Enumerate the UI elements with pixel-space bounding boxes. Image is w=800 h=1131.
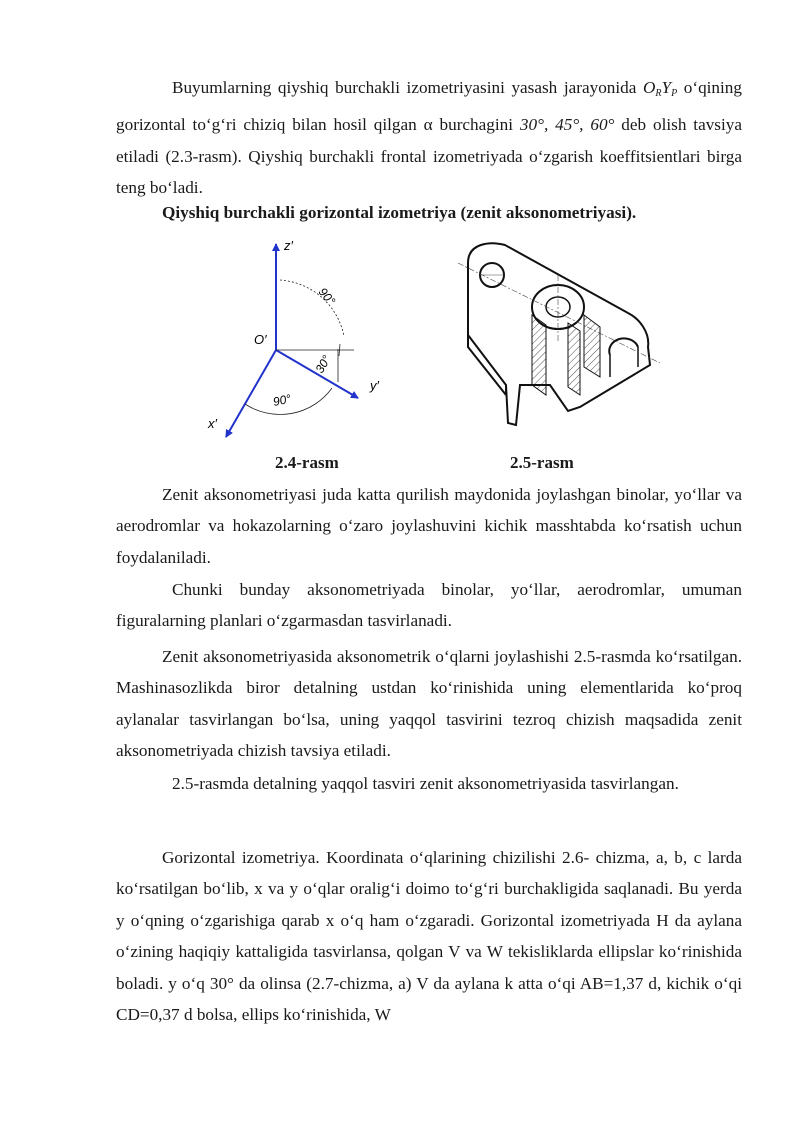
section-hatch-1 [584, 315, 600, 377]
paragraph-plans-unchanged: Chunki bunday aksonometriyada binolar, yo‘llar, aerodromlar, umuman figuralarning planlari o‘zgarmasdan tasvirlanadi. [116, 580, 742, 631]
y-label: y′ [370, 378, 379, 393]
angle-top-label: 90° [315, 284, 339, 308]
paragraph-horizontal-isometry: Gorizontal izometriya. Koordinata o‘qlarining chizilishi 2.6- chizma, a, b, c larda ko‘rsatilgan bo‘lib, x va y o‘qlar oralig‘i doimo to‘g‘ri burchakligida saqlanadi. Bu yerda y o‘qning o‘zgarishiga qarab x o‘q ham o‘zgaradi. Gorizontal izometriyada H da aylana o‘zining haqiqiy kattaligida tasvirlansa, qolgan V va W tekisliklarda ellipslar ko‘rinishida boladi. y o‘q 30° da olinsa (2.7-chizma, a) V da aylana k atta o‘qi AB=1,37 d, kichik o‘qi CD=0,37 d bolsa, ellips ko‘rinishida, W [116, 848, 742, 1025]
right-cutout-edges [610, 347, 638, 377]
paragraph-zenit-purpose: Zenit aksonometriyasi juda katta qurilish maydonida joylashgan binolar, yo‘llar va aerodromlar va hokazolarning o‘zaro joylashuvini kichik masshtabda ko‘rsatish uchun foydalaniladi. [116, 485, 742, 567]
caption-2-5: 2.5-rasm [510, 453, 574, 472]
caption-2-4: 2.4-rasm [275, 453, 339, 472]
section-hatch-2 [532, 315, 546, 395]
z-label: z′ [284, 238, 293, 253]
arc-90-top [280, 280, 344, 336]
tick-30 [339, 344, 340, 356]
angle-right-label: 30° [312, 352, 334, 376]
o-label: O′ [254, 332, 267, 347]
paragraph-detail-caption: 2.5-rasmda detalning yaqqol tasviri zenit aksonometriyasida tasvirlangan. [172, 774, 679, 793]
paragraph-intro: Buyumlarning qiyshiq burchakli izometriyasini yasash jarayonida $O_RY_P$ o‘qining gorizontal to‘g‘ri chiziq bilan hosil qilgan α burchagini 30°, 45°, 60° deb olish tavsiya etiladi (2.3-rasm). Qiyshiq burchakli frontal izometriyada o‘zgarish koeffitsientlari birga teng bo‘ladi. [116, 78, 742, 198]
section-hatch-3 [568, 323, 580, 395]
figure-2-4-axes-diagram [190, 232, 410, 447]
section-heading: Qiyshiq burchakli gorizontal izometriya (zenit aksonometriyasi). [162, 203, 637, 222]
alpha-symbol: α [423, 115, 433, 135]
right-cutout [609, 338, 638, 355]
x-axis [226, 350, 276, 437]
figure-2-5-part-drawing [450, 235, 670, 445]
paragraph-axes-placement: Zenit aksonometriyasida aksonometrik o‘qlarni joylashishi 2.5-rasmda ko‘rsatilgan. Mashinasozlikda biror detalning ustdan ko‘rinishida uning elementlarida ko‘proq aylanalar tasvirlangan bo‘lsa, uning yaqqol tasvirini tezroq chizish maqsadida zenit aksonometriyada chizish tavsiya etiladi. [116, 647, 742, 761]
x-label: x′ [208, 416, 217, 431]
angle-bottom-label: 90° [271, 391, 293, 409]
plate-outline [468, 243, 650, 425]
